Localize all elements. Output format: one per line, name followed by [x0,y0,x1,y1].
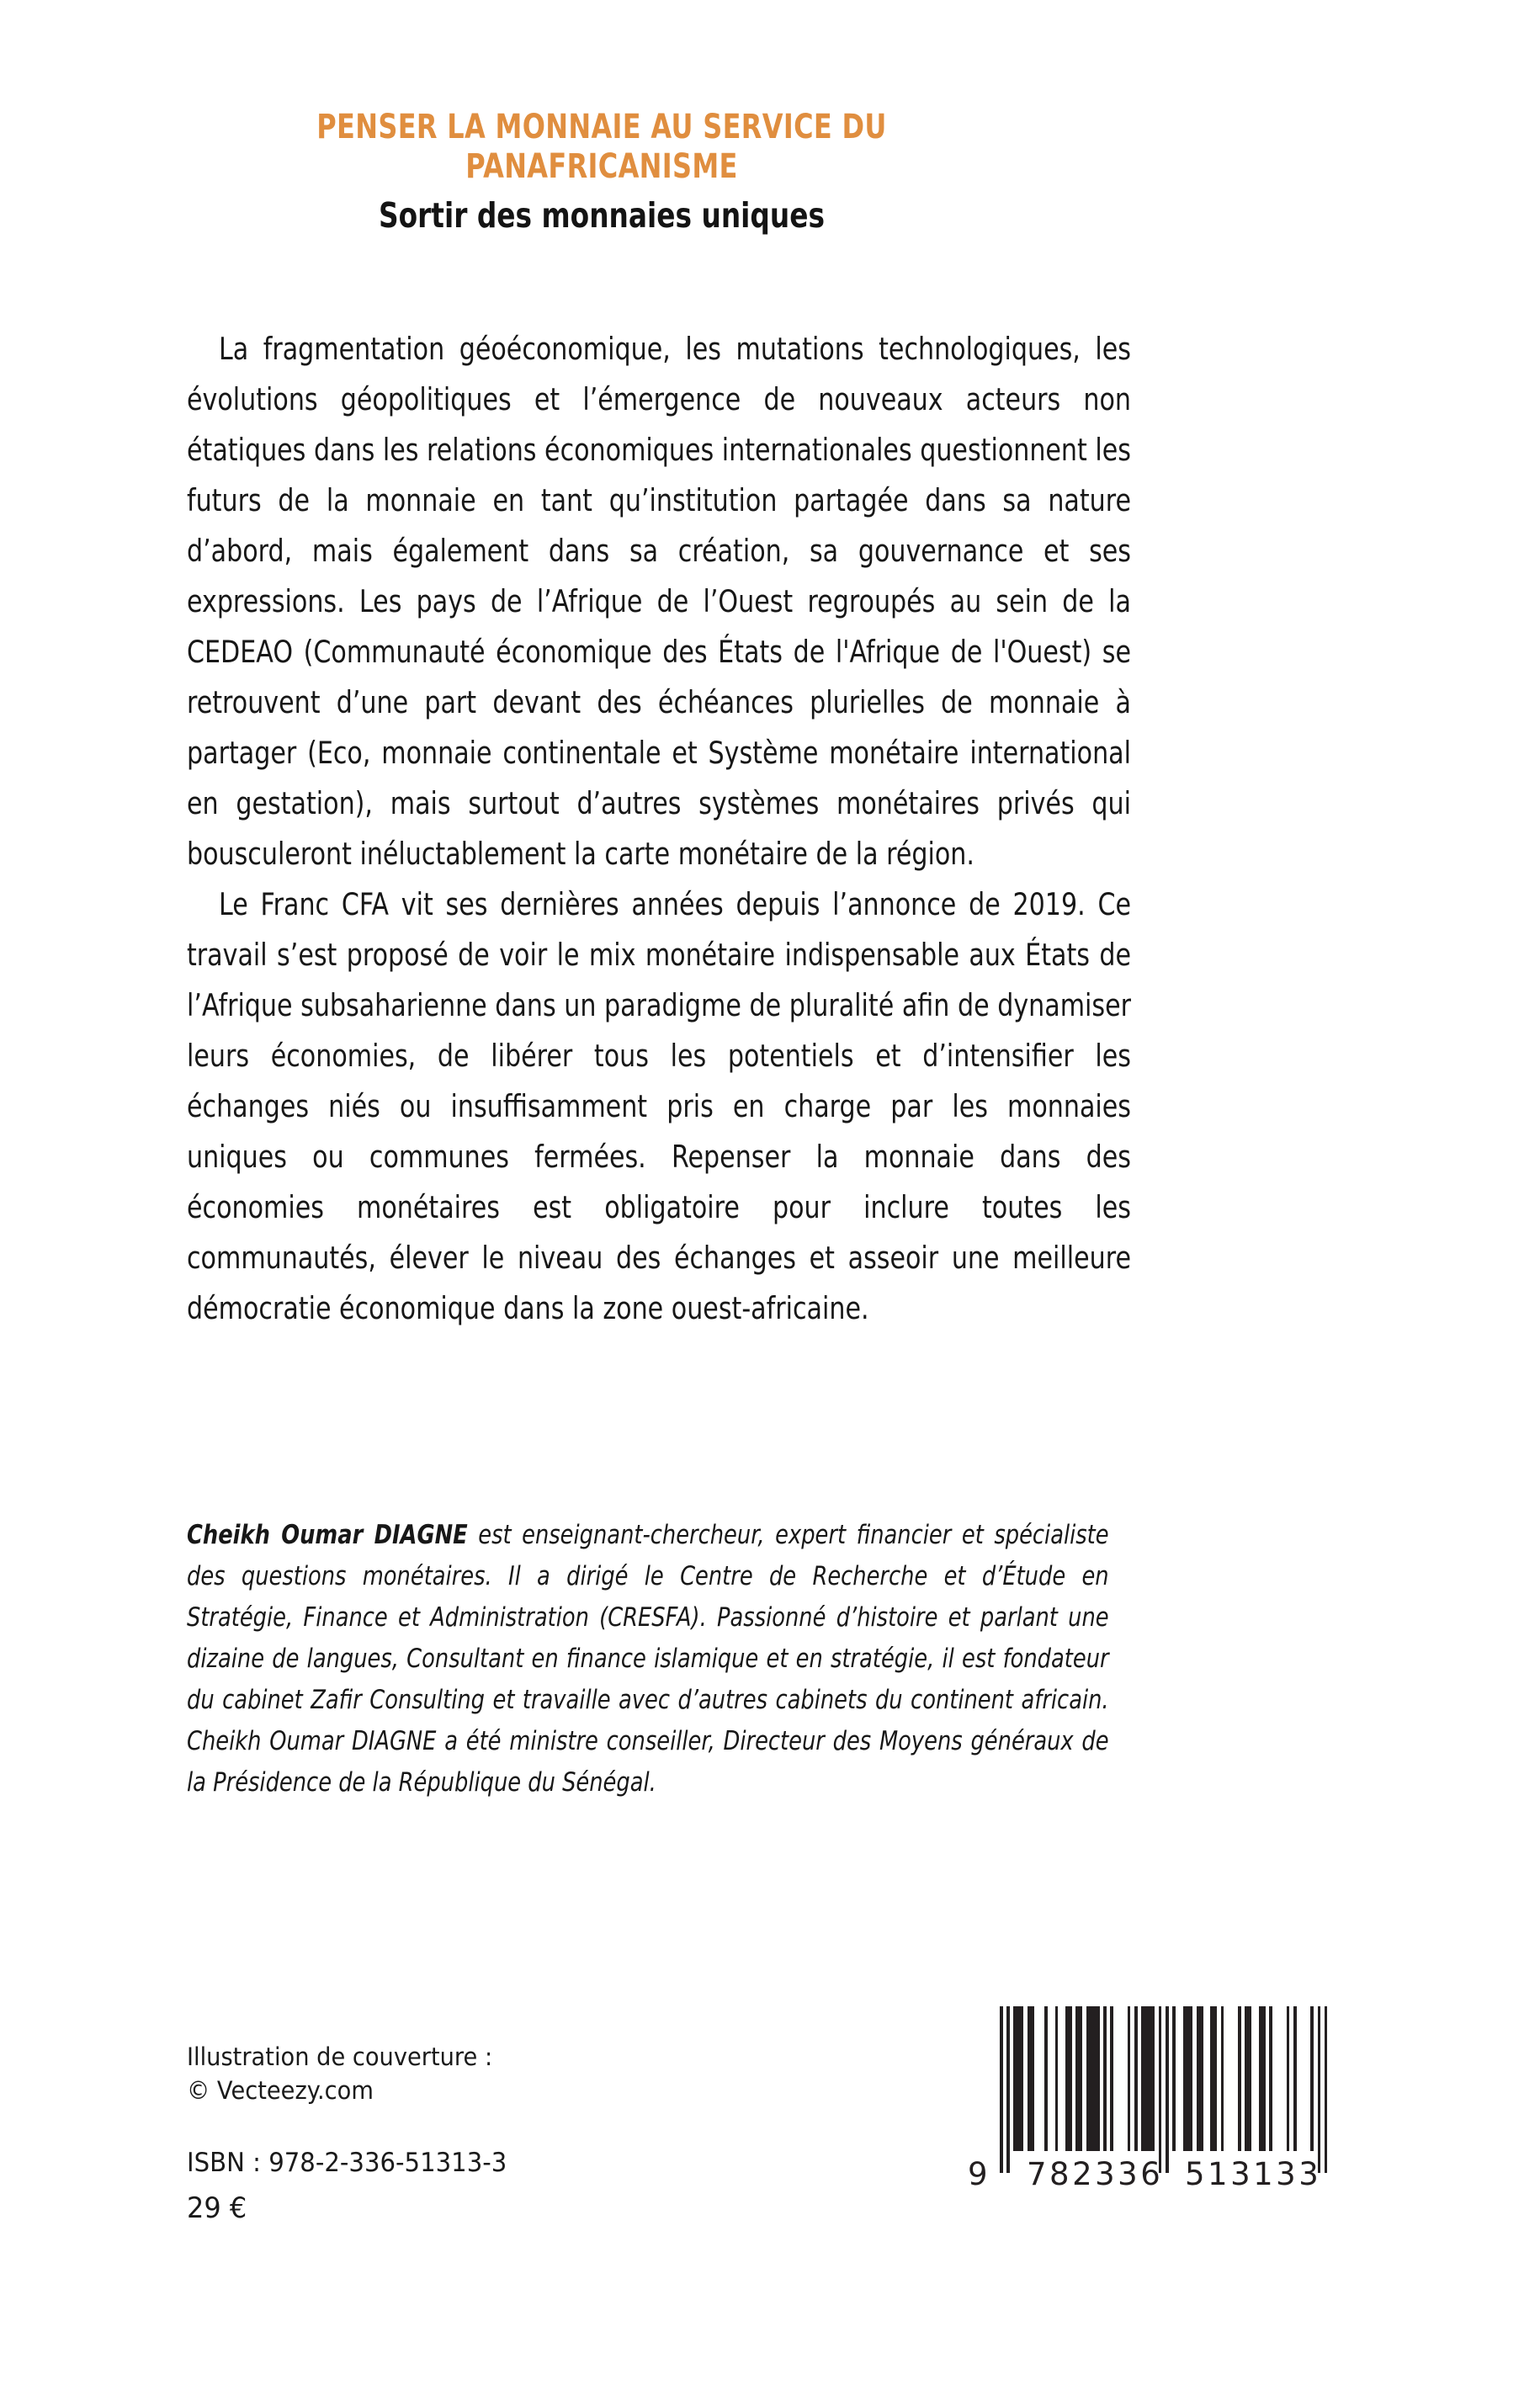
barcode-bar [1325,2006,1328,2173]
barcode-bar [1172,2006,1176,2151]
blurb-paragraph-2: Le Franc CFA vit ses dernières années depuis l’annonce de 2019. Ce travail s’est proposé de voir le mix monétaire indispensable aux États de l’Afrique subsaharienne dans un paradigme de pluralité afin de dynamiser leurs économies, de libérer tous les potentiels et d’intensifier les échanges niés ou insuffisamment pris en charge par les monnaies uniques ou communes fermées. Repenser la monnaie dans des économies monétaires est obligatoire pour inclure toutes les communautés, élever le niveau des échanges et asseoir une meilleure démocratie économique dans la zone ouest-africaine. [187,886,1132,1326]
isbn-text: ISBN : 978-2-336-51313-3 [187,2148,507,2178]
barcode-group-2: 513133 [1185,2156,1322,2192]
barcode-bar [1210,2006,1217,2151]
blurb-paragraph-1: La fragmentation géoéconomique, les mutations technologiques, les évolutions géopolitiques et l’émergence de nouveaux acteurs non étatiques dans les relations économiques internationales questionnent les futurs de la monnaie en tant qu’institution partagée dans sa nature d’abord, mais également dans sa création, sa gouvernance et ses expressions. Les pays de l’Afrique de l’Ouest regroupés au sein de la CEDEAO (Communauté économique des États de l'Afrique de l'Ouest) se retrouvent d’une part devant des échéances plurielles de monnaie à partager (Eco, monnaie continentale et Système monétaire international en gestation), mais surtout d’autres systèmes monétaires privés qui bousculeront inéluctablement la carte monétaire de la région. [187,331,1132,872]
barcode-bar [1259,2006,1266,2151]
author-name: Cheikh Oumar DIAGNE [187,1520,468,1550]
barcode-bar [1287,2006,1290,2151]
author-bio-paragraph [187,1515,1109,1803]
barcode-bar [1006,2006,1010,2173]
barcode-group-1: 782336 [1027,2156,1164,2192]
footer-info [187,2040,507,2225]
blurb-text [187,324,1131,1334]
barcode-bar [1075,2006,1082,2151]
barcode-bar [1197,2006,1203,2151]
barcode-bar [1013,2006,1023,2151]
barcode-bar [1065,2006,1072,2151]
illustration-credit-line-1: Illustration de couverture : [187,2042,493,2071]
price-text: 29 € [187,2191,247,2225]
barcode-lead-digit: 9 [968,2156,989,2192]
barcode-bar [1221,2006,1224,2151]
barcode-bar [1310,2006,1314,2151]
barcode-bar [1044,2006,1048,2151]
author-bio [187,1515,1109,1803]
barcode-bar [1159,2006,1162,2173]
barcode-bar [1110,2006,1113,2151]
barcode-bar [1318,2006,1321,2173]
barcode-bar [1245,2006,1251,2151]
illustration-credit-line-2: © Vecteezy.com [187,2076,374,2105]
barcode-bar [1238,2006,1241,2151]
title-block [181,108,1022,236]
barcode-bar [1055,2006,1059,2151]
barcode-bar [1183,2006,1193,2151]
barcode-digits [968,2156,1338,2195]
barcode-bar [1103,2006,1107,2151]
page-subtitle: Sortir des monnaies uniques [378,194,826,236]
author-bio-text: est enseignant-chercheur, expert financier et spécialiste des questions monétaires. Il a dirigé le Centre de Recherche et d’Étude en Stratégie, Finance et Administration (CRESFA). Passionné d’histoire et parlant une dizaine de langues, Consultant en finance islamique et en stratégie, il est fondateur du cabinet Zafir Consulting et travaille avec d’autres cabinets du continent africain. Cheikh Oumar DIAGNE a été ministre conseiller, Directeur des Moyens généraux de la Présidence de la République du Sénégal. [187,1520,1109,1798]
barcode-bar [1000,2006,1003,2173]
page-title: PENSER LA MONNAIE AU SERVICE DU PANAFRICANISME [316,108,887,186]
barcode-bar [1134,2006,1138,2151]
barcode-bar [1269,2006,1272,2151]
barcode-bar [1128,2006,1131,2151]
barcode-bar [1141,2006,1155,2151]
barcode-bar [1028,2006,1034,2151]
barcode-bar [1086,2006,1100,2151]
barcode-bar [1293,2006,1297,2151]
barcode-bar [1166,2006,1169,2173]
